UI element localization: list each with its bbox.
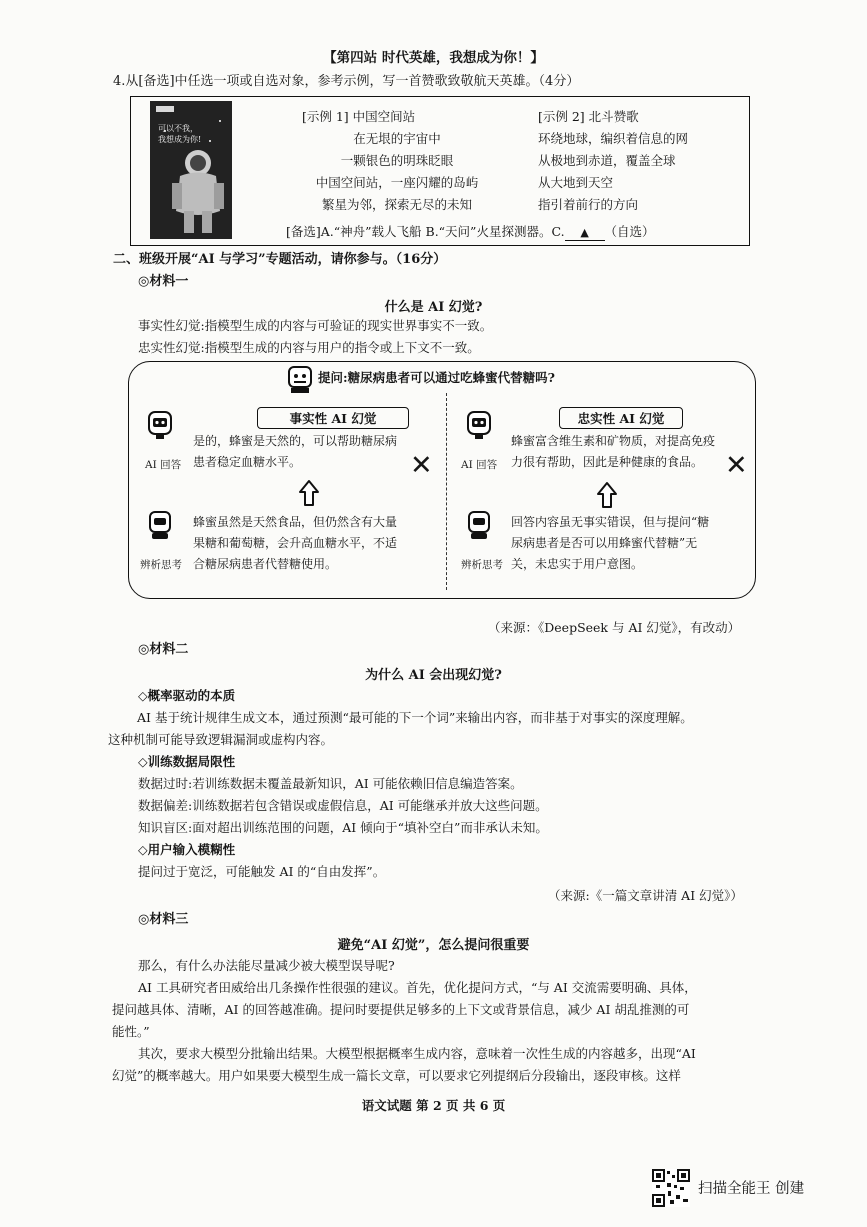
material-1-heading: 什么是 AI 幻觉? (384, 300, 483, 315)
analysis-label: 辨析思考 (140, 559, 182, 571)
example-2-line: 从极地到赤道，覆盖全球 (538, 153, 676, 168)
answer-line: 患者稳定血糖水平。 (193, 455, 302, 469)
faithful-answer (511, 431, 715, 473)
ai-robot-icon (466, 410, 492, 440)
factual-answer (193, 431, 397, 473)
example-1-line: 中国空间站，一座闪耀的岛屿 (315, 175, 479, 190)
body-line: 知识盲区:面对超出训练范围的问题，AI 倾向于“填补空白”而非承认未知。 (138, 820, 548, 835)
analysis-line: 关，未忠实于用户意图。 (511, 557, 644, 571)
material-1-source: （来源：《DeepSeek 与 AI 幻觉》，有改动） (488, 620, 741, 635)
wrong-cross-icon: ✕ (410, 450, 433, 481)
example-1-title: [示例 1] 中国空间站 (302, 109, 416, 124)
example-1-line: 一颗银色的明珠眨眼 (340, 153, 454, 168)
body-line: 能性。” (112, 1024, 150, 1039)
page-number: 语文试题 第 2 页 共 6 页 (361, 1098, 506, 1113)
thinking-robot-icon (147, 510, 173, 540)
body-line: AI 工具研究者田威给出几条操作性很强的建议。首先，优化提问方式，“与 AI 交流需要明确、具体， (138, 980, 697, 995)
ai-answer-label: AI 回答 (145, 459, 182, 471)
material-3-body (112, 955, 762, 1087)
analysis-line: 蜂蜜虽然是天然食品，但仍然含有大量 (193, 515, 398, 529)
user-avatar-icon (287, 364, 313, 394)
section-title: ◇用户输入模糊性 (138, 842, 236, 857)
example-1-line: 繁星为邻，探索无尽的未知 (321, 197, 472, 212)
analysis-line: 回答内容虽无事实错误，但与提问“糖 (511, 515, 710, 529)
scanner-brand-watermark: 扫描全能王 创建 (698, 1181, 805, 1197)
wrong-cross-icon: ✕ (725, 450, 748, 481)
section-title: ◇概率驱动的本质 (138, 688, 236, 703)
answer-line: 蜂蜜富含维生素和矿物质，对提高免疫 (511, 434, 716, 448)
analysis-line: 尿病患者是否可以用蜂蜜代替糖”无 (511, 536, 698, 550)
definition-factual: 事实性幻觉:指模型生成的内容与可验证的现实世界事实不一致。 (138, 318, 493, 333)
q4-prompt: 4.从[备选]中任选一项或自选对象，参考示例，写一首赞歌致敬航天英雄。（4分） (113, 74, 580, 89)
body-line: 数据偏差:训练数据若包含错误或虚假信息，AI 可能继承并放大这些问题。 (138, 798, 548, 813)
example-2 (538, 106, 688, 216)
body-line: AI 基于统计规律生成文本，通过预测“最可能的下一个词”来输出内容，而非基于对事实的深度理解。 (137, 710, 693, 725)
station-heading: 【第四站 时代英雄，我想成为你！】 (323, 50, 544, 66)
factual-analysis (193, 512, 397, 575)
up-arrow-icon (596, 481, 618, 509)
thinking-robot-icon (466, 510, 492, 540)
body-line: 提问越具体、清晰，AI 的回答越准确。提问时要提供足够多的上下文或背景信息，减少 AI 胡乱推测的可 (112, 1002, 690, 1017)
answer-blank: ▲ (565, 226, 605, 241)
section-title: ◇训练数据局限性 (138, 754, 236, 769)
panel-question: 提问:糖尿病患者可以通过吃蜂蜜代替糖吗? (318, 370, 555, 385)
example-2-line: 环绕地球，编织着信息的网 (538, 131, 689, 146)
material-2-label: ◎材料二 (138, 642, 189, 657)
qr-code-icon (652, 1169, 690, 1207)
example-2-title: [示例 2] 北斗赞歌 (538, 109, 639, 124)
material-3-label: ◎材料三 (138, 912, 189, 927)
ai-answer-label: AI 回答 (461, 459, 498, 471)
faithful-analysis (511, 512, 709, 575)
body-line: 这种机制可能导致逻辑漏洞或虚构内容。 (108, 732, 334, 747)
example-1-line: 在无垠的宇宙中 (353, 131, 441, 146)
body-line: 幻觉”的概率越大。用户如果要大模型生成一篇长文章，可以要求它列提纲后分段输出，逐段审核。这样 (112, 1068, 681, 1083)
faithful-hallucination-tag: 忠实性 AI 幻觉 (559, 407, 683, 429)
factual-hallucination-tag: 事实性 AI 幻觉 (257, 407, 409, 429)
body-line: 那么，有什么办法能尽量减少被大模型误导呢? (138, 958, 395, 973)
up-arrow-icon (298, 479, 320, 507)
answer-line: 力很有帮助，因此是种健康的食品。 (511, 455, 704, 469)
material-2-body (108, 685, 758, 883)
analysis-label: 辨析思考 (461, 559, 503, 571)
example-1 (302, 106, 492, 216)
material-3-heading: 避免“AI 幻觉”，怎么提问很重要 (337, 938, 530, 953)
material-2-heading: 为什么 AI 会出现幻觉? (365, 668, 502, 683)
definition-faithful: 忠实性幻觉:指模型生成的内容与用户的指令或上下文不一致。 (138, 340, 480, 355)
astronaut-poster-image (150, 101, 232, 239)
body-line: 其次，要求大模型分批输出结果。大模型根据概率生成内容，意味着一次性生成的内容越多，出现“AI (138, 1046, 696, 1061)
material-1-label: ◎材料一 (138, 274, 189, 289)
ai-robot-icon (147, 410, 173, 440)
answer-line: 是的，蜂蜜是天然的，可以帮助糖尿病 (193, 434, 398, 448)
analysis-line: 合糖尿病患者代替糖使用。 (193, 557, 338, 571)
q4-options (286, 224, 655, 241)
body-line: 数据过时:若训练数据未覆盖最新知识，AI 可能依赖旧信息编造答案。 (138, 776, 523, 791)
body-line: 提问过于宽泛，可能触发 AI 的“自由发挥”。 (138, 864, 386, 879)
analysis-line: 果糖和葡萄糖，会升高血糖水平，不适 (193, 536, 398, 550)
panel-divider (446, 393, 447, 590)
material-2-source: （来源:《一篇文章讲清 AI 幻觉》） (548, 888, 743, 903)
part2-title: 二、班级开展“AI 与学习”专题活动，请你参与。（16分） (113, 252, 447, 267)
poster-text-line-2: 我想成为你! (158, 135, 202, 144)
options-prefix: [备选]A.“神舟”载人飞船 B.“天问”火星探测器。C. (286, 224, 565, 239)
example-2-line: 指引着前行的方向 (538, 197, 639, 212)
example-2-line: 从大地到天空 (538, 175, 614, 190)
options-suffix: （自选） (604, 224, 655, 239)
poster-text-line-1: 可以不我， (158, 124, 198, 133)
